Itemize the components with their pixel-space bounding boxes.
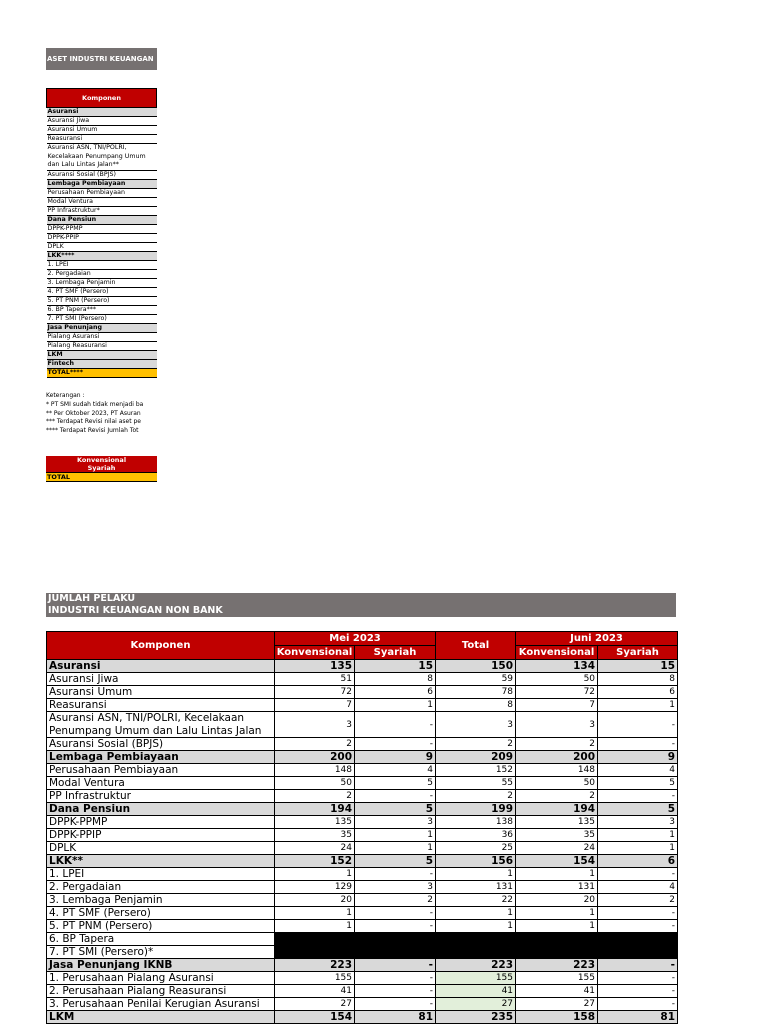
cell-juni-syariah: - <box>598 907 678 920</box>
cell-mei-syariah: - <box>355 920 436 933</box>
cell-mei-syariah: 3 <box>355 881 436 894</box>
cell-mei-syariah: 1 <box>355 699 436 712</box>
row-label: 6. BP Tapera <box>47 933 275 946</box>
cell-juni-konvensional: 50 <box>516 777 598 790</box>
mini-table-row <box>47 332 157 341</box>
mini-table-row <box>47 233 157 242</box>
mini-table-row <box>47 368 157 377</box>
cell-mei-syariah: 8 <box>355 673 436 686</box>
row-label: DPPK-PPMP <box>47 816 275 829</box>
cell-juni-konvensional: 27 <box>516 998 598 1011</box>
mini-table-row <box>47 350 157 359</box>
cell-mei-konvensional: 1 <box>275 907 355 920</box>
mini-row-label: 7. PT SMI (Persero) <box>47 314 157 323</box>
mini-row-label: Asuransi ASN, TNI/POLRI, Kecelakaan Penumpang Umum dan Lalu Lintas Jalan** <box>47 144 157 171</box>
row-label: 2. Pergadaian <box>47 881 275 894</box>
cell-mei-syariah: 1 <box>355 842 436 855</box>
table-row <box>47 738 678 751</box>
cell-total: 156 <box>436 855 516 868</box>
cell-mei-konvensional: 135 <box>275 660 355 673</box>
cell-mei-syariah: 81 <box>355 1011 436 1024</box>
cell-juni-syariah: 6 <box>598 686 678 699</box>
cell-juni-syariah: 1 <box>598 829 678 842</box>
cell-total: 199 <box>436 803 516 816</box>
cell-juni-konvensional: 7 <box>516 699 598 712</box>
note-line: * PT SMI sudah tidak menjadi ba <box>46 400 144 408</box>
table-row <box>47 868 678 881</box>
jumlah-pelaku-table <box>46 631 678 1024</box>
cell-juni-konvensional: 24 <box>516 842 598 855</box>
row-label: Reasuransi <box>47 699 275 712</box>
row-label: Dana Pensiun <box>47 803 275 816</box>
cell-juni-syariah: - <box>598 712 678 738</box>
cell-juni-syariah: 5 <box>598 777 678 790</box>
cell-total: 235 <box>436 1011 516 1024</box>
cell-juni-syariah: 15 <box>598 660 678 673</box>
cell-mei-konvensional: 154 <box>275 1011 355 1024</box>
cell-mei-syariah: - <box>355 985 436 998</box>
cell-mei-konvensional: 200 <box>275 751 355 764</box>
header-juni-konvensional: Konvensional <box>516 646 598 660</box>
note-line: *** Terdapat Revisi nilai aset pe <box>46 418 141 426</box>
cell-juni-konvensional: 3 <box>516 712 598 738</box>
cell-juni-konvensional: 134 <box>516 660 598 673</box>
mini-table-row <box>47 126 157 135</box>
cell-juni-konvensional: 223 <box>516 959 598 972</box>
row-label: Lembaga Pembiayaan <box>47 751 275 764</box>
table-row <box>47 712 678 738</box>
cell-total: 8 <box>436 699 516 712</box>
cell-mei-konvensional: 155 <box>275 972 355 985</box>
mini-table-row <box>47 144 157 171</box>
cell-mei-konvensional: 129 <box>275 881 355 894</box>
cell-mei-syariah: 2 <box>355 894 436 907</box>
row-label: Jasa Penunjang IKNB <box>47 959 275 972</box>
cell-juni-konvensional: 1 <box>516 920 598 933</box>
row-label: 1. LPEI <box>47 868 275 881</box>
row-label: Asuransi Sosial (BPJS) <box>47 738 275 751</box>
row-label: PP Infrastruktur <box>47 790 275 803</box>
row-label: LKM <box>47 1011 275 1024</box>
legend-syariah: Syariah <box>46 464 157 473</box>
cell-juni-syariah: - <box>598 998 678 1011</box>
mini-table-row <box>47 269 157 278</box>
cell-juni-konvensional: 158 <box>516 1011 598 1024</box>
mini-table-row <box>47 224 157 233</box>
table-row <box>47 764 678 777</box>
cell-mei-konvensional: 3 <box>275 712 355 738</box>
cell-mei-konvensional: 1 <box>275 868 355 881</box>
cell-mei-syariah: 15 <box>355 660 436 673</box>
cell-total: 25 <box>436 842 516 855</box>
cell-total: 1 <box>436 920 516 933</box>
mini-table-row <box>47 260 157 269</box>
header-mei-konvensional: Konvensional <box>275 646 355 660</box>
cell-juni-konvensional: 135 <box>516 816 598 829</box>
table-row <box>47 829 678 842</box>
cell-mei-konvensional: 223 <box>275 959 355 972</box>
cell-mei-konvensional: 51 <box>275 673 355 686</box>
mini-row-label: Asuransi Umum <box>47 126 157 135</box>
row-label: DPPK-PPIP <box>47 829 275 842</box>
row-label: Asuransi Jiwa <box>47 673 275 686</box>
header-komponen: Komponen <box>47 632 275 660</box>
redacted-block <box>275 933 678 959</box>
cell-total: 78 <box>436 686 516 699</box>
mini-row-label: DPPK-PPMP <box>47 224 157 233</box>
legend-konvensional: Konvensional <box>46 456 157 464</box>
main-title <box>46 593 676 617</box>
cell-mei-konvensional: 135 <box>275 816 355 829</box>
cell-juni-konvensional: 148 <box>516 764 598 777</box>
cell-juni-konvensional: 200 <box>516 751 598 764</box>
cell-mei-konvensional: 194 <box>275 803 355 816</box>
mini-table-row <box>47 242 157 251</box>
table-row <box>47 907 678 920</box>
table-row <box>47 1011 678 1024</box>
mini-row-label: Pialang Reasuransi <box>47 341 157 350</box>
cell-mei-konvensional: 35 <box>275 829 355 842</box>
mini-asset-table <box>46 88 157 378</box>
mini-row-label: LKK**** <box>47 251 157 260</box>
cell-mei-syariah: - <box>355 998 436 1011</box>
row-label: 3. Lembaga Penjamin <box>47 894 275 907</box>
mini-row-label: Reasuransi <box>47 135 157 144</box>
mini-table-row <box>47 305 157 314</box>
cell-total: 223 <box>436 959 516 972</box>
cell-mei-syariah: 5 <box>355 803 436 816</box>
row-label: DPLK <box>47 842 275 855</box>
table-row <box>47 790 678 803</box>
cell-total: 209 <box>436 751 516 764</box>
table-row <box>47 881 678 894</box>
table-row <box>47 985 678 998</box>
mini-table-row <box>47 108 157 117</box>
row-label: 2. Perusahaan Pialang Reasuransi <box>47 985 275 998</box>
mini-table-row <box>47 179 157 188</box>
mini-row-label: Asuransi Jiwa <box>47 117 157 126</box>
cell-juni-syariah: 8 <box>598 673 678 686</box>
mini-table-row <box>47 314 157 323</box>
mini-row-label: PP Infrastruktur* <box>47 206 157 215</box>
mini-notes <box>46 392 157 436</box>
cell-juni-konvensional: 155 <box>516 972 598 985</box>
table-row <box>47 673 678 686</box>
mini-table-row <box>47 135 157 144</box>
mini-table-row <box>47 287 157 296</box>
cell-mei-syariah: - <box>355 972 436 985</box>
mini-row-label: LKM <box>47 350 157 359</box>
mini-row-label: 4. PT SMF (Persero) <box>47 287 157 296</box>
cell-juni-syariah: 1 <box>598 842 678 855</box>
cell-juni-konvensional: 35 <box>516 829 598 842</box>
cell-juni-syariah: - <box>598 790 678 803</box>
mini-panel-title: ASET INDUSTRI KEUANGAN <box>46 48 157 70</box>
cell-juni-konvensional: 20 <box>516 894 598 907</box>
cell-total: 150 <box>436 660 516 673</box>
cell-juni-konvensional: 1 <box>516 868 598 881</box>
cell-juni-syariah: - <box>598 738 678 751</box>
mini-row-label: Perusahaan Pembiayaan <box>47 188 157 197</box>
mini-row-label: Jasa Penunjang <box>47 323 157 332</box>
mini-row-label: Asuransi <box>47 108 157 117</box>
cell-mei-syariah: - <box>355 712 436 738</box>
mini-row-label: Modal Ventura <box>47 197 157 206</box>
mini-table-row <box>47 296 157 305</box>
cell-total: 36 <box>436 829 516 842</box>
row-label: 4. PT SMF (Persero) <box>47 907 275 920</box>
mini-row-label: Fintech <box>47 359 157 368</box>
cell-juni-konvensional: 194 <box>516 803 598 816</box>
cell-total: 2 <box>436 738 516 751</box>
row-label: Perusahaan Pembiayaan <box>47 764 275 777</box>
cell-mei-konvensional: 72 <box>275 686 355 699</box>
mini-table-row <box>47 278 157 287</box>
cell-total: 152 <box>436 764 516 777</box>
cell-mei-syariah: 5 <box>355 855 436 868</box>
row-label: Asuransi <box>47 660 275 673</box>
note-line: **** Terdapat Revisi Jumlah Tot <box>46 427 139 435</box>
mini-row-label: DPLK <box>47 242 157 251</box>
row-label: 7. PT SMI (Persero)* <box>47 946 275 959</box>
cell-mei-syariah: 6 <box>355 686 436 699</box>
cell-juni-syariah: 1 <box>598 699 678 712</box>
cell-total: 27 <box>436 998 516 1011</box>
cell-juni-syariah: 6 <box>598 855 678 868</box>
table-row <box>47 699 678 712</box>
legend-total: TOTAL <box>46 473 157 482</box>
cell-mei-syariah: - <box>355 790 436 803</box>
mini-row-label: 5. PT PNM (Persero) <box>47 296 157 305</box>
table-row <box>47 803 678 816</box>
cell-mei-konvensional: 27 <box>275 998 355 1011</box>
table-row <box>47 855 678 868</box>
cell-juni-syariah: - <box>598 920 678 933</box>
cell-juni-konvensional: 50 <box>516 673 598 686</box>
main-title-line1: JUMLAH PELAKU <box>48 593 136 604</box>
mini-table-row <box>47 251 157 260</box>
cell-mei-syariah: 4 <box>355 764 436 777</box>
table-row <box>47 686 678 699</box>
main-title-line2: INDUSTRI KEUANGAN NON BANK <box>48 605 223 616</box>
cell-mei-syariah: 3 <box>355 816 436 829</box>
mini-row-label: Lembaga Pembiayaan <box>47 179 157 188</box>
cell-mei-konvensional: 2 <box>275 738 355 751</box>
row-label: Modal Ventura <box>47 777 275 790</box>
cell-juni-konvensional: 131 <box>516 881 598 894</box>
table-row <box>47 998 678 1011</box>
cell-mei-konvensional: 41 <box>275 985 355 998</box>
mini-table-row <box>47 215 157 224</box>
cell-mei-syariah: - <box>355 907 436 920</box>
cell-mei-syariah: 9 <box>355 751 436 764</box>
cell-total: 55 <box>436 777 516 790</box>
cell-mei-konvensional: 24 <box>275 842 355 855</box>
table-row <box>47 972 678 985</box>
cell-mei-syariah: 1 <box>355 829 436 842</box>
cell-mei-konvensional: 1 <box>275 920 355 933</box>
cell-total: 3 <box>436 712 516 738</box>
cell-juni-syariah: 81 <box>598 1011 678 1024</box>
table-row <box>47 777 678 790</box>
mini-table-row <box>47 170 157 179</box>
cell-juni-konvensional: 2 <box>516 738 598 751</box>
cell-total: 131 <box>436 881 516 894</box>
header-total: Total <box>436 632 516 660</box>
cell-mei-konvensional: 50 <box>275 777 355 790</box>
mini-row-label: Pialang Asuransi <box>47 332 157 341</box>
cell-total: 22 <box>436 894 516 907</box>
mini-row-label: DPPK-PPIP <box>47 233 157 242</box>
cell-mei-konvensional: 148 <box>275 764 355 777</box>
note-line: Keterangan : <box>46 392 85 399</box>
cell-total: 59 <box>436 673 516 686</box>
mini-table-row <box>47 206 157 215</box>
table-row <box>47 933 678 946</box>
cell-mei-konvensional: 152 <box>275 855 355 868</box>
cell-juni-syariah: 5 <box>598 803 678 816</box>
table-row <box>47 894 678 907</box>
cell-juni-syariah: - <box>598 959 678 972</box>
row-label: 5. PT PNM (Persero) <box>47 920 275 933</box>
mini-row-label: Asuransi Sosial (BPJS) <box>47 170 157 179</box>
table-row <box>47 751 678 764</box>
cell-juni-konvensional: 2 <box>516 790 598 803</box>
mini-table-row <box>47 341 157 350</box>
mini-row-label: 6. BP Tapera*** <box>47 305 157 314</box>
row-label: 1. Perusahaan Pialang Asuransi <box>47 972 275 985</box>
mini-table-row <box>47 117 157 126</box>
mini-row-label: 1. LPEI <box>47 260 157 269</box>
mini-row-label: 2. Pergadaian <box>47 269 157 278</box>
cell-mei-syariah: - <box>355 868 436 881</box>
table-row <box>47 816 678 829</box>
cell-juni-syariah: 4 <box>598 764 678 777</box>
mini-table-row <box>47 197 157 206</box>
cell-total: 41 <box>436 985 516 998</box>
mini-header-komponen: Komponen <box>47 89 157 108</box>
mini-row-label: 3. Lembaga Penjamin <box>47 278 157 287</box>
cell-juni-konvensional: 41 <box>516 985 598 998</box>
table-row <box>47 959 678 972</box>
header-juni-syariah: Syariah <box>598 646 678 660</box>
cell-total: 1 <box>436 868 516 881</box>
mini-legend <box>46 456 157 482</box>
cell-juni-syariah: - <box>598 985 678 998</box>
cell-juni-konvensional: 1 <box>516 907 598 920</box>
header-juni-2023: Juni 2023 <box>516 632 678 646</box>
cell-juni-syariah: 2 <box>598 894 678 907</box>
table-row <box>47 660 678 673</box>
note-line: ** Per Oktober 2023, PT Asuran <box>46 409 141 417</box>
cell-total: 2 <box>436 790 516 803</box>
cell-total: 155 <box>436 972 516 985</box>
mini-row-label: Dana Pensiun <box>47 215 157 224</box>
mini-table-row <box>47 359 157 368</box>
cell-mei-konvensional: 7 <box>275 699 355 712</box>
cell-total: 1 <box>436 907 516 920</box>
row-label: Asuransi ASN, TNI/POLRI, Kecelakaan Penumpang Umum dan Lalu Lintas Jalan <box>47 712 275 738</box>
row-label: Asuransi Umum <box>47 686 275 699</box>
cell-juni-konvensional: 154 <box>516 855 598 868</box>
cell-mei-syariah: 5 <box>355 777 436 790</box>
cell-mei-konvensional: 20 <box>275 894 355 907</box>
cell-juni-syariah: - <box>598 972 678 985</box>
cell-mei-konvensional: 2 <box>275 790 355 803</box>
cell-mei-syariah: - <box>355 738 436 751</box>
mini-table-row <box>47 188 157 197</box>
header-mei-2023: Mei 2023 <box>275 632 436 646</box>
cell-mei-syariah: - <box>355 959 436 972</box>
header-mei-syariah: Syariah <box>355 646 436 660</box>
row-label: LKK** <box>47 855 275 868</box>
cell-juni-syariah: - <box>598 868 678 881</box>
cell-juni-syariah: 4 <box>598 881 678 894</box>
cell-total: 138 <box>436 816 516 829</box>
table-row <box>47 842 678 855</box>
mini-row-label: TOTAL**** <box>47 368 157 377</box>
cell-juni-syariah: 9 <box>598 751 678 764</box>
table-row <box>47 920 678 933</box>
cell-juni-konvensional: 72 <box>516 686 598 699</box>
mini-table-row <box>47 323 157 332</box>
row-label: 3. Perusahaan Penilai Kerugian Asuransi <box>47 998 275 1011</box>
cell-juni-syariah: 3 <box>598 816 678 829</box>
